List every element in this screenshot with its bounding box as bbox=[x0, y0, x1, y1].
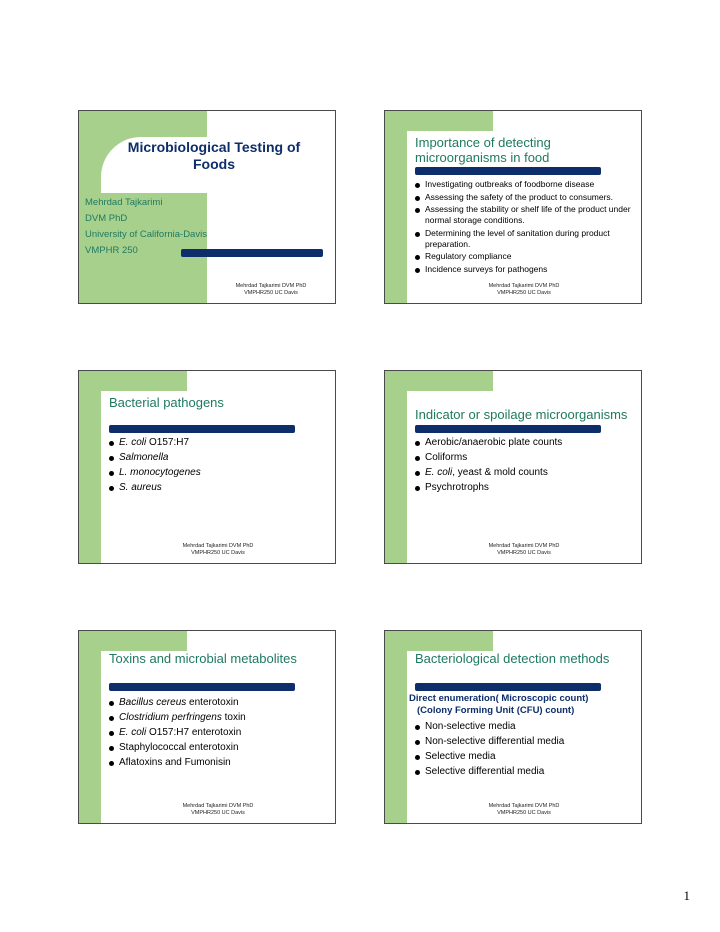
slide-title: Bacterial pathogens bbox=[109, 395, 224, 410]
footer-course: VMPHR250 UC Davis bbox=[191, 810, 245, 816]
footer-author: Mehrdad Tajkarimi DVM PhD bbox=[182, 803, 254, 809]
list-item: Assessing the safety of the product to consumers. bbox=[415, 192, 637, 203]
italic-term: E. coli bbox=[425, 467, 453, 478]
footer-author: Mehrdad Tajkarimi DVM PhD bbox=[488, 543, 560, 549]
item-text: , yeast & mold counts bbox=[452, 467, 548, 478]
slide-6 bbox=[384, 630, 642, 824]
bullet-list bbox=[415, 721, 625, 781]
list-item: Aerobic/anaerobic plate counts bbox=[415, 437, 625, 449]
list-item bbox=[109, 452, 319, 464]
slide-accent-bar bbox=[385, 631, 407, 823]
italic-term: Clostridium perfringens bbox=[119, 712, 222, 723]
list-item: Investigating outbreaks of foodborne disease bbox=[415, 179, 637, 190]
author-degree: DVM PhD bbox=[85, 213, 128, 224]
bullet-list bbox=[109, 697, 323, 772]
slide-accent-corner bbox=[79, 631, 187, 651]
italic-term: L. monocytogenes bbox=[119, 467, 201, 478]
list-item bbox=[109, 467, 319, 479]
slide-footer bbox=[207, 283, 335, 297]
bullet-list bbox=[415, 179, 637, 276]
item-text: O157:H7 bbox=[146, 437, 190, 448]
slide-title: Bacteriological detection methods bbox=[415, 651, 610, 666]
list-item: Staphylococcal enterotoxin bbox=[109, 742, 323, 754]
list-item bbox=[415, 467, 625, 479]
item-text: enterotoxin bbox=[186, 697, 239, 708]
author-name: Mehrdad Tajkarimi bbox=[85, 197, 163, 208]
footer-author: Mehrdad Tajkarimi DVM PhD bbox=[488, 283, 560, 289]
method-header-line: Direct enumeration( Microscopic count) bbox=[409, 693, 589, 704]
method-header bbox=[409, 693, 639, 717]
italic-term: S. aureus bbox=[119, 482, 162, 493]
list-item: Psychrotrophs bbox=[415, 482, 625, 494]
title-rule bbox=[415, 167, 601, 175]
page-number: 1 bbox=[683, 888, 690, 903]
slide-accent-bar bbox=[385, 371, 407, 563]
list-item: Aflatoxins and Fumonisin bbox=[109, 757, 323, 769]
title-rule bbox=[415, 425, 601, 433]
slide-title: Indicator or spoilage microorganisms bbox=[415, 407, 628, 422]
title-rule bbox=[181, 249, 323, 257]
italic-term: Bacillus cereus bbox=[119, 697, 187, 708]
slide-accent-corner bbox=[385, 371, 493, 391]
list-item bbox=[109, 727, 323, 739]
slide-title: Microbiological Testing of Foods bbox=[127, 139, 301, 172]
title-rule bbox=[109, 683, 295, 691]
list-item: Regulatory compliance bbox=[415, 251, 637, 262]
item-text: O157:H7 enterotoxin bbox=[146, 727, 242, 738]
slide-title: Toxins and microbial metabolites bbox=[109, 651, 297, 666]
list-item: Assessing the stability or shelf life of the product under normal storage conditions. bbox=[415, 204, 637, 226]
slide-1 bbox=[78, 110, 336, 304]
slide-accent-corner bbox=[385, 111, 493, 131]
slide-footer bbox=[407, 803, 641, 817]
list-item bbox=[109, 697, 323, 709]
list-item bbox=[109, 437, 319, 449]
slide-4 bbox=[384, 370, 642, 564]
footer-course: VMPHR250 UC Davis bbox=[191, 550, 245, 556]
slide-accent-bar bbox=[79, 371, 101, 563]
title-rule bbox=[415, 683, 601, 691]
slide-accent-corner bbox=[385, 631, 493, 651]
slide-title: Importance of detecting microorganisms in food bbox=[415, 135, 551, 165]
list-item: Selective media bbox=[415, 751, 625, 763]
slide-footer bbox=[407, 543, 641, 557]
course-code: VMPHR 250 bbox=[85, 245, 138, 256]
footer-author: Mehrdad Tajkarimi DVM PhD bbox=[235, 283, 307, 289]
slide-5 bbox=[78, 630, 336, 824]
italic-term: E. coli bbox=[119, 727, 147, 738]
slide-footer bbox=[101, 543, 335, 557]
slide-accent-bar bbox=[385, 111, 407, 303]
slide-3 bbox=[78, 370, 336, 564]
list-item: Coliforms bbox=[415, 452, 625, 464]
footer-author: Mehrdad Tajkarimi DVM PhD bbox=[488, 803, 560, 809]
slide-accent-corner bbox=[79, 371, 187, 391]
bullet-list bbox=[415, 437, 625, 497]
list-item: Determining the level of sanitation during product preparation. bbox=[415, 228, 637, 250]
list-item bbox=[109, 482, 319, 494]
footer-course: VMPHR250 UC Davis bbox=[244, 290, 298, 296]
title-rule bbox=[109, 425, 295, 433]
slide-accent-bar bbox=[79, 631, 101, 823]
list-item: Incidence surveys for pathogens bbox=[415, 264, 637, 275]
slide-footer bbox=[101, 803, 335, 817]
bullet-list bbox=[109, 437, 319, 497]
slide-footer bbox=[407, 283, 641, 297]
footer-course: VMPHR250 UC Davis bbox=[497, 550, 551, 556]
list-item: Selective differential media bbox=[415, 766, 625, 778]
list-item: Non-selective differential media bbox=[415, 736, 625, 748]
list-item: Non-selective media bbox=[415, 721, 625, 733]
author-institution: University of California-Davis bbox=[85, 229, 207, 240]
footer-course: VMPHR250 UC Davis bbox=[497, 810, 551, 816]
italic-term: E. coli bbox=[119, 437, 147, 448]
footer-course: VMPHR250 UC Davis bbox=[497, 290, 551, 296]
method-header-line: (Colony Forming Unit (CFU) count) bbox=[417, 705, 575, 716]
slide-2 bbox=[384, 110, 642, 304]
item-text: toxin bbox=[221, 712, 246, 723]
list-item bbox=[109, 712, 323, 724]
footer-author: Mehrdad Tajkarimi DVM PhD bbox=[182, 543, 254, 549]
italic-term: Salmonella bbox=[119, 452, 169, 463]
